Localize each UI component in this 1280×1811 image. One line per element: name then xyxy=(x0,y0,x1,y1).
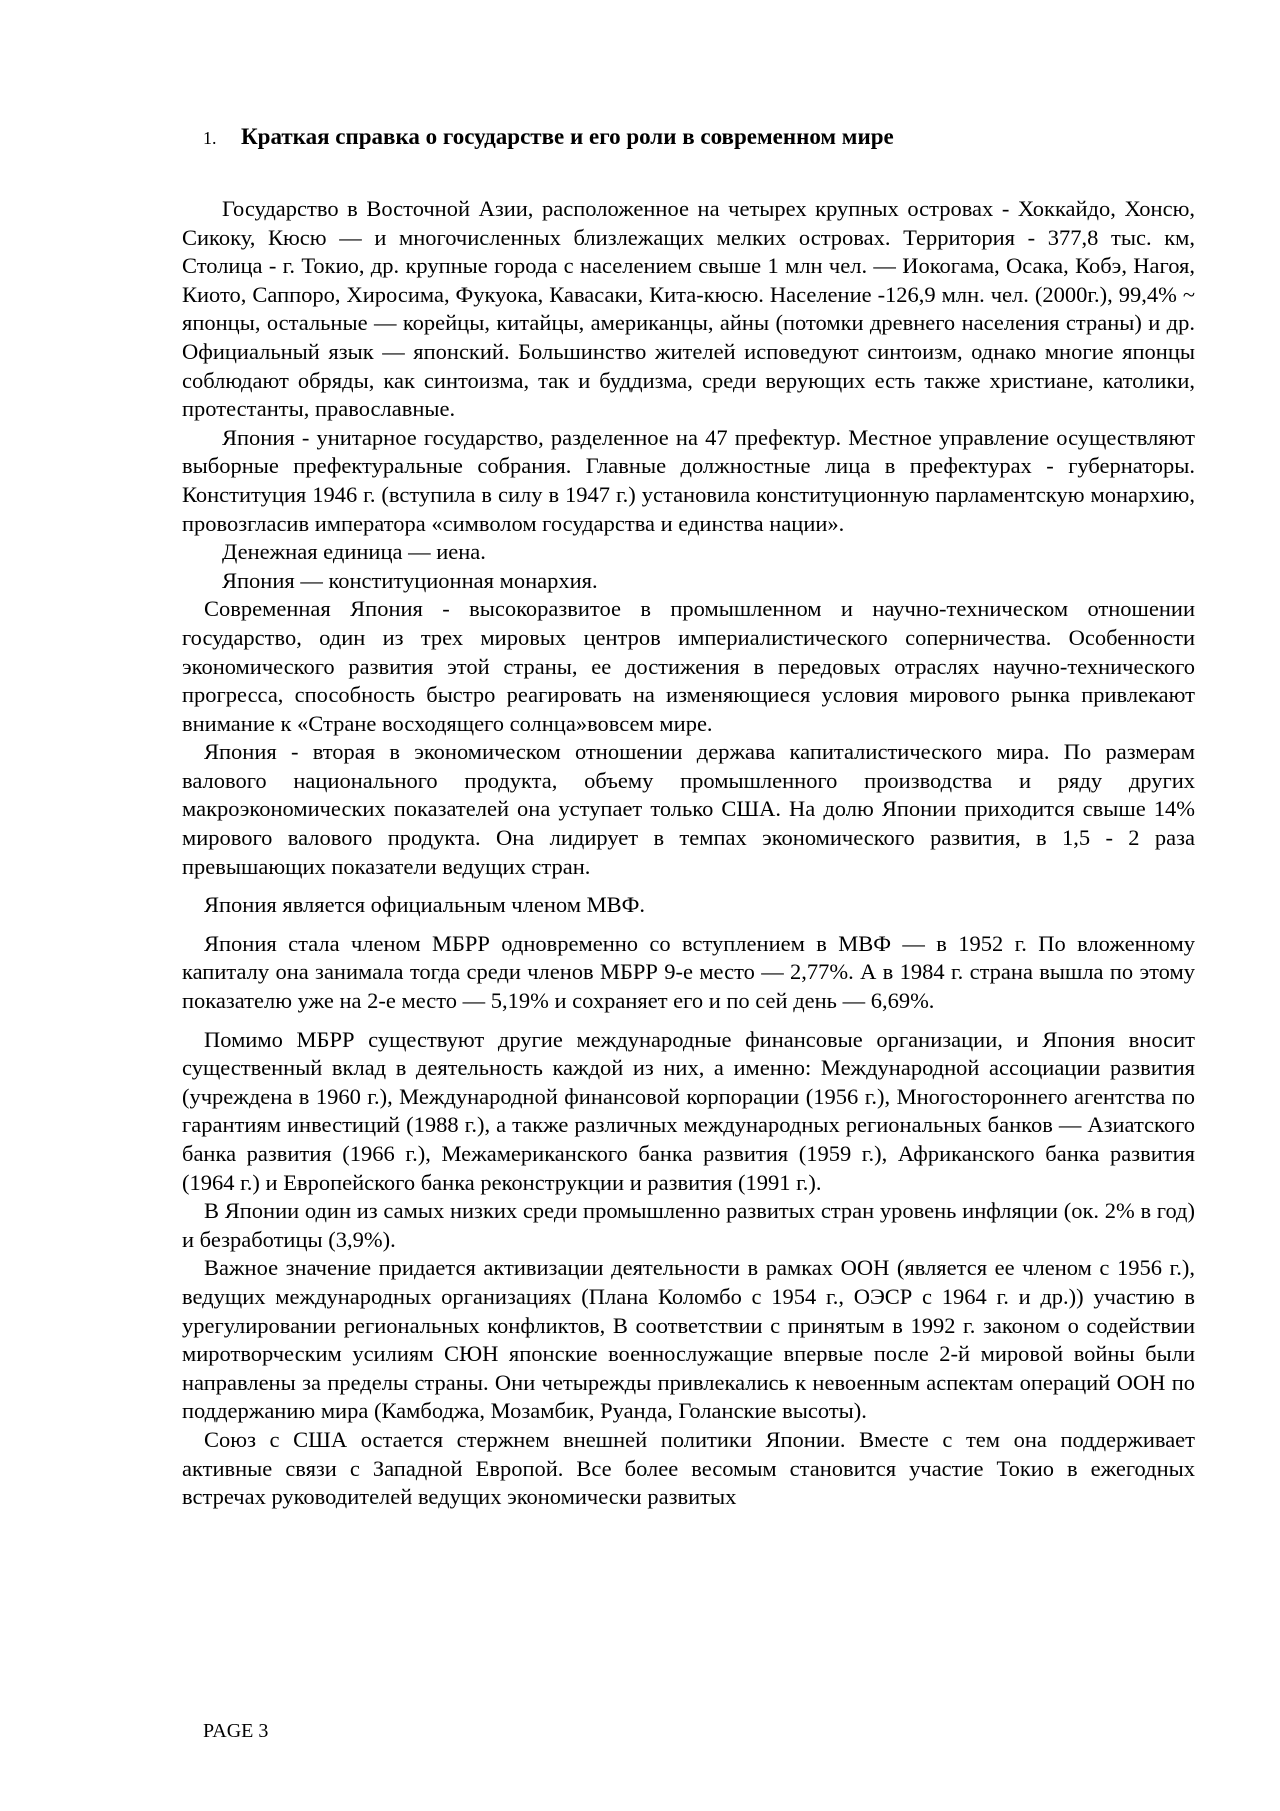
page-footer xyxy=(203,1718,268,1744)
section-number: 1. xyxy=(203,128,217,148)
paragraph-imf: Япония является официальным членом МВФ. xyxy=(204,892,645,918)
paragraph-economy: Япония - вторая в экономическом отношении держава капиталистического мира. По размерам валового национального продукта, объему промышленного производства и ряду других макроэкономических показателей она уступает только США. На долю Японии приходится свыше 14% мирового валового продукта. Она лидирует в темпах экономического развития, в 1,5 - 2 раза превышающих показатели ведущих стран. xyxy=(182,739,1195,879)
paragraph-ibrd: Япония стала членом МБРР одновременно со вступлением в МВФ — в 1952 г. По вложенному капиталу она занимала тогда среди членов МБРР 9-е место — 2,77%. А в 1984 г. страна вышла по этому показателю уже на 2-е место — 5,19% и сохраняет его и по сей день — 6,69%. xyxy=(182,930,1195,1014)
paragraph-currency: Денежная единица — иена. xyxy=(222,539,486,565)
page-number: PAGE 3 xyxy=(203,1720,269,1742)
section-heading xyxy=(203,122,894,153)
paragraph-usa-alliance: Союз с США остается стержнем внешней политики Японии. Вместе с тем она поддерживает активные связи с Западной Европой. Все более весомым становится участие Токио в ежегодных встречах руководителей ведущих экономически развитых xyxy=(182,1426,1195,1510)
paragraph-government: Япония - унитарное государство, разделенное на 47 префектур. Местное управление осуществляют выборные префектуральные собрания. Главные должностные лица в префектурах - губернаторы. Конституция 1946 г. (вступила в силу в 1947 г.) установила конституционную парламентскую монархию, провозгласив императора «символом государства и единства нации». xyxy=(182,424,1195,536)
paragraph-financial-orgs: Помимо МБРР существуют другие международные финансовые организации, и Япония вносит существенный вклад в деятельность каждой из них, а именно: Международной ассоциации развития (учреждена в 1960 г.), Международной финансовой корпорации (1956 г.), Многостороннего агентства по гарантиям инвестиций (1988 г.), а также различных международных региональных банков — Азиатского банка развития (1966 г.), Межамериканского банка развития (1959 г.), Африканского банка развития (1964 г.) и Европейского банка реконструкции и развития (1991 г.). xyxy=(182,1026,1195,1195)
paragraph-modern-japan: Современная Япония - высокоразвитое в промышленном и научно-техническом отношении государство, один из трех мировых центров империалистического соперничества. Особенности экономического развития этой страны, ее достижения в передовых отраслях научно-технического прогресса, способность быстро реагировать на изменяющиеся условия мирового рынка привлекают внимание к «Стране восходящего солнца»вовсем мире. xyxy=(182,596,1195,736)
section-title: Краткая справка о государстве и его роли в современном мире xyxy=(241,124,894,149)
paragraph-inflation: В Японии один из самых низких среди промышленно развитых стран уровень инфляции (ок. 2% в год) и безработицы (3,9%). xyxy=(182,1198,1195,1252)
paragraph-monarchy: Япония — конституционная монархия. xyxy=(222,567,598,593)
paragraph-geography: Государство в Восточной Азии, расположенное на четырех крупных островах - Хоккайдо, Хонсю, Сикоку, Кюсю — и многочисленных близлежащих мелких островах. Территория - 377,8 тыс. км, Столица - г. Токио, др. крупные города с населением свыше 1 млн чел. — Иокогама, Осака, Кобэ, Нагоя, Киото, Саппоро, Хиросима, Фукуока, Кавасаки, Кита-кюсю. Население -126,9 млн. чел. (2000г.), 99,4% ~ японцы, остальные — корейцы, китайцы, американцы, айны (потомки древнего населения страны) и др. Официальный язык — японский. Большинство жителей исповедуют синтоизм, однако многие японцы соблюдают обряды, как синтоизма, так и буддизма, среди верующих есть также христиане, католики, протестанты, православные. xyxy=(182,196,1195,422)
paragraph-un: Важное значение придается активизации деятельности в рамках ООН (является ее членом с 1956 г.), ведущих международных организациях (Плана Коломбо с 1954 г., ОЭСР с 1964 г. и др.)) участию в урегулировании региональных конфликтов, В соответствии с принятым в 1992 г. законом о содействии миротворческим усилиям СЮН японские военнослужащие впервые после 2-й мировой войны были направлены за пределы страны. Они четырежды привлекались к невоенным аспектам операций ООН по поддержанию мира (Камбоджа, Мозамбик, Руанда, Голанские высоты). xyxy=(182,1255,1195,1424)
document-body xyxy=(182,195,1195,1512)
